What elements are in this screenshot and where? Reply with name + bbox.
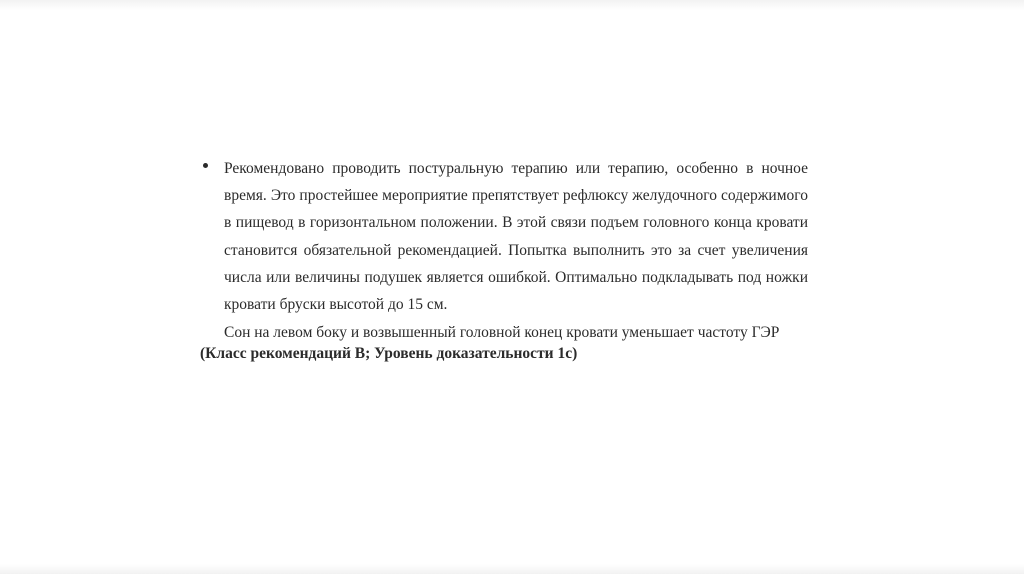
slide-top-edge [0,0,1024,10]
slide-bottom-edge [0,564,1024,574]
paragraph-left-side-sleep: Сон на левом боку и возвышенный головной конец кровати уменьшает частоту ГЭР [224,324,780,342]
recommendation-note: (Класс рекомендаций В; Уровень доказательности 1с) [200,345,578,363]
bullet-item [200,155,808,342]
bullet-icon [203,163,208,168]
paragraph-postural-therapy: Рекомендовано проводить постуральную терапию или терапию, особенно в ночное время. Это простейшее мероприятие препятствует рефлюксу желудочного содержимого в пищевод в горизонтальном положении. В этой связи подъем головного конца кровати становится обязательной рекомендацией. Попытка выполнить это за счет увеличения числа или величины подушек является ошибкой. Оптимально подкладывать под ножки кровати бруски высотой до 15 см. [224,160,808,314]
slide-text-block [200,155,808,363]
